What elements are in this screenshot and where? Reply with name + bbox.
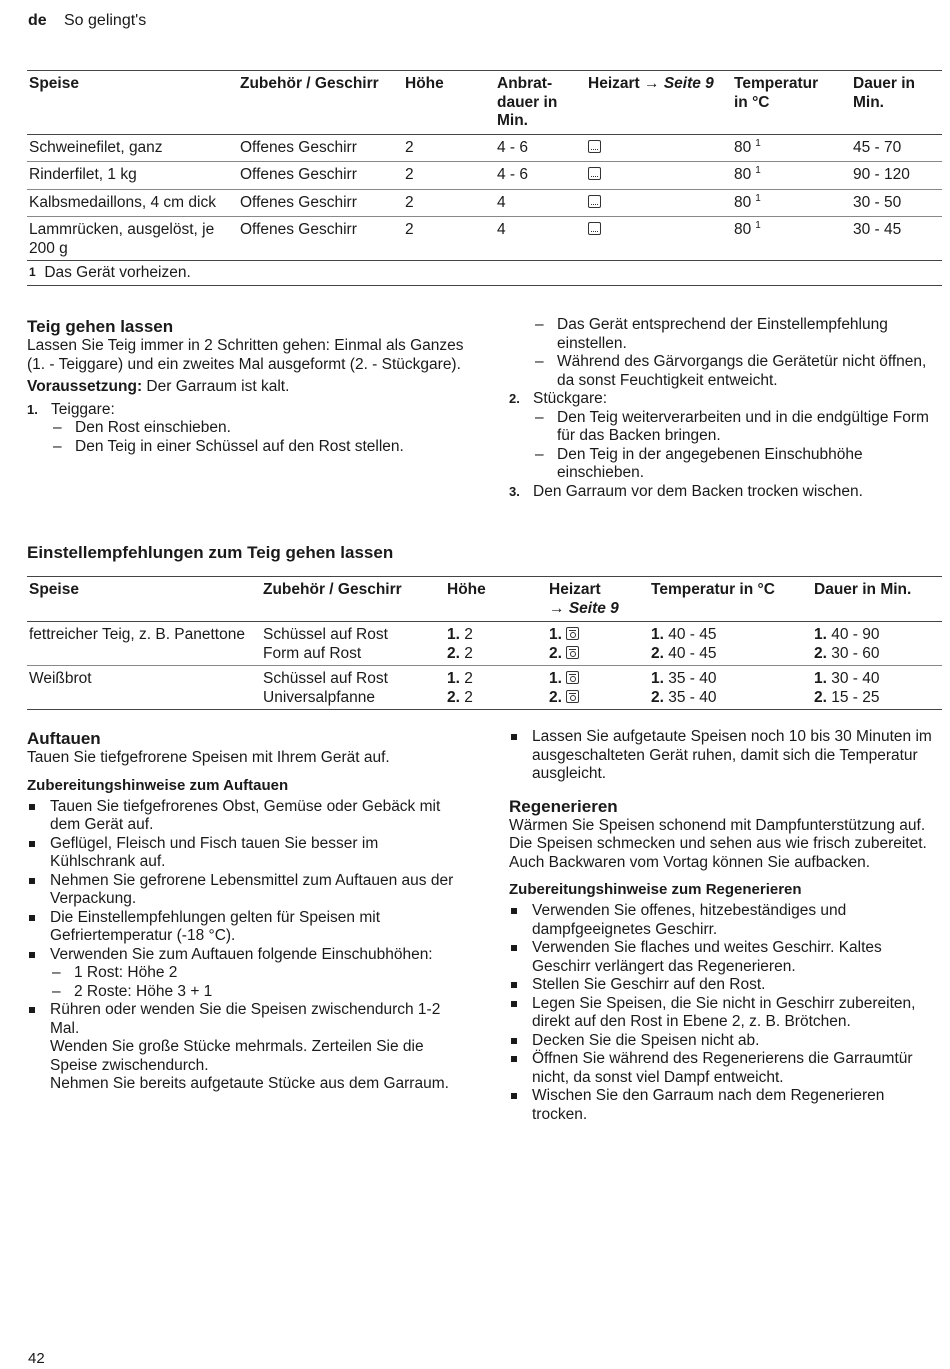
cell-anbrat: 4 - 6	[497, 166, 529, 183]
col-header-heizart: Heizart → Seite 9	[588, 75, 714, 92]
col-header-temperatur: Temperatur in °C	[734, 75, 819, 111]
list-item: Stellen Sie Geschirr auf den Rost.	[509, 976, 939, 995]
teig-voraussetzung: Voraussetzung: Der Garraum ist kalt.	[27, 378, 290, 395]
step-1-item: – Während des Gärvorgangs die Gerätetür nicht öffnen, da sonst Feuchtigkeit entweicht.	[533, 353, 939, 390]
einstell-section	[27, 542, 942, 710]
cell-temp: 80 $^1$	[734, 165, 761, 183]
footnote-ref: 1	[755, 220, 761, 231]
sub-list-item: – 1 Rost: Höhe 2	[50, 964, 462, 983]
footnote-ref: 1	[755, 165, 761, 176]
footnote-ref: 1	[755, 137, 761, 149]
cell-anbrat: 4 - 6	[497, 138, 529, 156]
cell-hoehe: 2	[405, 138, 414, 156]
language-code: de	[28, 12, 47, 29]
auftauen-intro: Tauen Sie tiefgefrorene Speisen mit Ihrem Gerät auf.	[27, 749, 390, 766]
table-footnote-row	[27, 261, 942, 286]
col-header-speise: Speise	[29, 75, 79, 92]
cell-speise: Schweinefilet, ganz	[29, 138, 163, 156]
list-item: Wischen Sie den Garraum nach dem Regenerieren trocken.	[509, 1087, 939, 1124]
table-row	[27, 162, 942, 190]
step-2-item: – Den Teig in der angegebenen Einschubhöhe einschieben.	[533, 446, 939, 483]
cell-heizart	[586, 134, 732, 162]
cell-anbrat: 4	[497, 221, 506, 238]
table-header-row	[27, 577, 942, 622]
footnote-ref: 1	[755, 192, 761, 204]
cell-temp: 80 $^1$	[734, 137, 761, 156]
cell-dauer: 1. 30 - 40 2. 15 - 25	[814, 670, 880, 706]
subtitle-regenerieren: Zubereitungshinweise zum Regenerieren	[509, 881, 802, 898]
col-header-speise: Speise	[29, 581, 79, 598]
low-temp-cooking-icon	[588, 140, 601, 153]
roast-table	[27, 70, 942, 286]
step-2-item: – Den Teig weiterverarbeiten und in die endgültige Form für das Backen bringen.	[533, 409, 939, 446]
low-temp-cooking-icon	[588, 222, 601, 235]
cell-temp: 1. 40 - 45 2. 40 - 45	[651, 626, 717, 662]
list-item: Verwenden Sie zum Auftauen folgende Einschubhöhen: – 1 Rost: Höhe 2 – 2 Roste: Höhe 3 + 1	[27, 946, 462, 1002]
list-item: Verwenden Sie offenes, hitzebeständiges und dampfgeeignetes Geschirr.	[509, 902, 939, 939]
cell-speise: Rinderfilet, 1 kg	[29, 166, 137, 183]
col-header-dauer: Dauer in Min.	[814, 581, 912, 598]
col-header-dauer: Dauer in Min.	[853, 75, 916, 111]
col-header-hoehe: Höhe	[447, 581, 486, 598]
step-1-item: – Den Teig in einer Schüssel auf den Rost stellen.	[51, 438, 467, 457]
table-footnote: 1 Das Gerät vorheizen.	[29, 264, 191, 281]
cell-heizart: 1. 2.	[547, 666, 649, 710]
sub-list-item: – 2 Roste: Höhe 3 + 1	[50, 983, 462, 1002]
list-item: Lassen Sie aufgetaute Speisen noch 10 bis 30 Minuten im ausgeschalteten Gerät ruhen, damit sich die Temperatur ausgleicht.	[509, 728, 939, 784]
cell-hoehe: 2	[405, 221, 414, 238]
header-title: So gelingt's	[64, 12, 147, 29]
list-item: Die Einstellempfehlungen gelten für Speisen mit Gefriertemperatur (-18 °C).	[27, 909, 462, 946]
table-row	[27, 189, 942, 217]
cell-temp: 1. 35 - 40 2. 35 - 40	[651, 670, 717, 706]
teig-section-left	[27, 316, 467, 456]
cell-dauer: 45 - 70	[853, 138, 902, 156]
step-1-item: – Den Rost einschieben.	[51, 419, 467, 438]
cell-dauer: 1. 40 - 90 2. 30 - 60	[814, 626, 880, 662]
cell-zubehoer: Offenes Geschirr	[240, 166, 357, 183]
cell-speise: Kalbsmedaillons, 4 cm dick	[29, 193, 216, 211]
proving-table	[27, 576, 942, 710]
cell-temp: 80 $^1$	[734, 192, 761, 211]
section-title-regenerieren: Regenerieren	[509, 796, 618, 816]
cell-temp: 80 $^1$	[734, 220, 761, 238]
table-row	[27, 217, 942, 261]
auftauen-section	[27, 728, 462, 1094]
section-title-teig: Teig gehen lassen	[27, 317, 174, 336]
subtitle-auftauen: Zubereitungshinweise zum Auftauen	[27, 776, 289, 794]
dough-proving-icon	[566, 690, 579, 703]
list-item: Rühren oder wenden Sie die Speisen zwischendurch 1-2 Mal. Wenden Sie große Stücke mehrmals. Zerteilen Sie die Speise zwischendurch. Nehmen Sie bereits aufgetaute Stücke aus dem Garraum.	[27, 1001, 462, 1094]
cell-zubehoer: Schüssel auf Rost Universalpfanne	[263, 670, 388, 706]
col-header-zubehoer: Zubehör / Geschirr	[263, 581, 402, 598]
cell-dauer: 90 - 120	[853, 166, 910, 183]
list-item: Decken Sie die Speisen nicht ab.	[509, 1032, 939, 1051]
list-item: Nehmen Sie gefrorene Lebensmittel zum Auftauen aus der Verpackung.	[27, 872, 462, 909]
cell-hoehe: 2	[405, 166, 414, 183]
page-number: 42	[28, 1350, 45, 1367]
teig-intro: Lassen Sie Teig immer in 2 Schritten gehen: Einmal als Ganzes (1. - Teiggare) und ein zweites Mal ausgeformt (2. - Stückgare).	[27, 337, 464, 373]
cell-hoehe: 1. 2 2. 2	[447, 670, 473, 706]
cell-speise: fettreicher Teig, z. B. Panettone	[29, 626, 245, 643]
low-temp-cooking-icon	[588, 195, 601, 208]
table-row	[27, 622, 942, 666]
cell-heizart	[586, 217, 732, 261]
step-3: 3. Den Garraum vor dem Backen trocken wischen.	[509, 482, 863, 500]
dough-proving-icon	[566, 671, 579, 684]
col-header-heizart: Heizart → Seite 9	[549, 581, 619, 617]
table-header-row	[27, 71, 942, 135]
cell-hoehe: 1. 2 2. 2	[447, 626, 473, 662]
cell-dauer: 30 - 50	[853, 193, 902, 211]
step-1-item: – Das Gerät entsprechend der Einstellempfehlung einstellen.	[533, 316, 939, 353]
cell-dauer: 30 - 45	[853, 221, 902, 238]
page-ref: Seite 9	[568, 599, 619, 617]
cell-heizart	[586, 189, 732, 217]
dough-proving-icon	[566, 646, 579, 659]
list-item: Legen Sie Speisen, die Sie nicht in Geschirr zubereiten, direkt auf den Rost in Ebene 2, z. B. Brötchen.	[509, 995, 939, 1032]
section-title-auftauen: Auftauen	[27, 729, 101, 748]
teig-section-right	[509, 316, 939, 501]
col-header-anbratdauer: Anbrat- dauer in Min.	[497, 75, 558, 129]
cell-heizart	[586, 162, 732, 190]
section-title-einstell: Einstellempfehlungen zum Teig gehen lassen	[27, 543, 394, 562]
cell-zubehoer: Offenes Geschirr	[240, 193, 357, 211]
regenerieren-column	[509, 728, 939, 1124]
table-row	[27, 134, 942, 162]
page-ref: Seite 9	[663, 75, 714, 92]
list-item: Verwenden Sie flaches und weites Geschirr. Kaltes Geschirr verlängert das Regenerieren.	[509, 939, 939, 976]
col-header-hoehe: Höhe	[405, 75, 444, 92]
col-header-zubehoer: Zubehör / Geschirr	[240, 75, 379, 92]
step-2: 2. Stückgare: – Den Teig weiterverarbeiten und in die endgültige Form für das Backen bringen. – Den Teig in der angegebenen Einschubhöhe einschieben.	[509, 390, 939, 483]
low-temp-cooking-icon	[588, 167, 601, 180]
cell-hoehe: 2	[405, 193, 414, 211]
regenerieren-intro: Wärmen Sie Speisen schonend mit Dampfunterstützung auf. Die Speisen schmecken und sehen aus wie frisch zubereitet. Auch Backwaren vom Vortag können Sie aufbacken.	[509, 816, 927, 871]
list-item: Öffnen Sie während des Regenerierens die Garraumtür nicht, da sonst viel Dampf entweicht.	[509, 1050, 939, 1087]
list-item: Tauen Sie tiefgefrorenes Obst, Gemüse oder Gebäck mit dem Gerät auf.	[27, 798, 462, 835]
cell-zubehoer: Offenes Geschirr	[240, 138, 357, 156]
cell-speise: Lammrücken, ausgelöst, je 200 g	[29, 221, 215, 257]
dough-proving-icon	[566, 627, 579, 640]
cell-zubehoer: Schüssel auf Rost Form auf Rost	[263, 626, 388, 662]
cell-speise: Weißbrot	[29, 670, 92, 687]
step-1: 1. Teiggare: – Den Rost einschieben. – Den Teig in einer Schüssel auf den Rost stellen.	[27, 401, 467, 457]
list-item: Geflügel, Fleisch und Fisch tauen Sie besser im Kühlschrank auf.	[27, 835, 462, 872]
table-row	[27, 666, 942, 710]
cell-anbrat: 4	[497, 193, 506, 211]
cell-heizart: 1. 2.	[547, 622, 649, 666]
cell-zubehoer: Offenes Geschirr	[240, 221, 357, 238]
col-header-temperatur: Temperatur in °C	[651, 581, 775, 598]
